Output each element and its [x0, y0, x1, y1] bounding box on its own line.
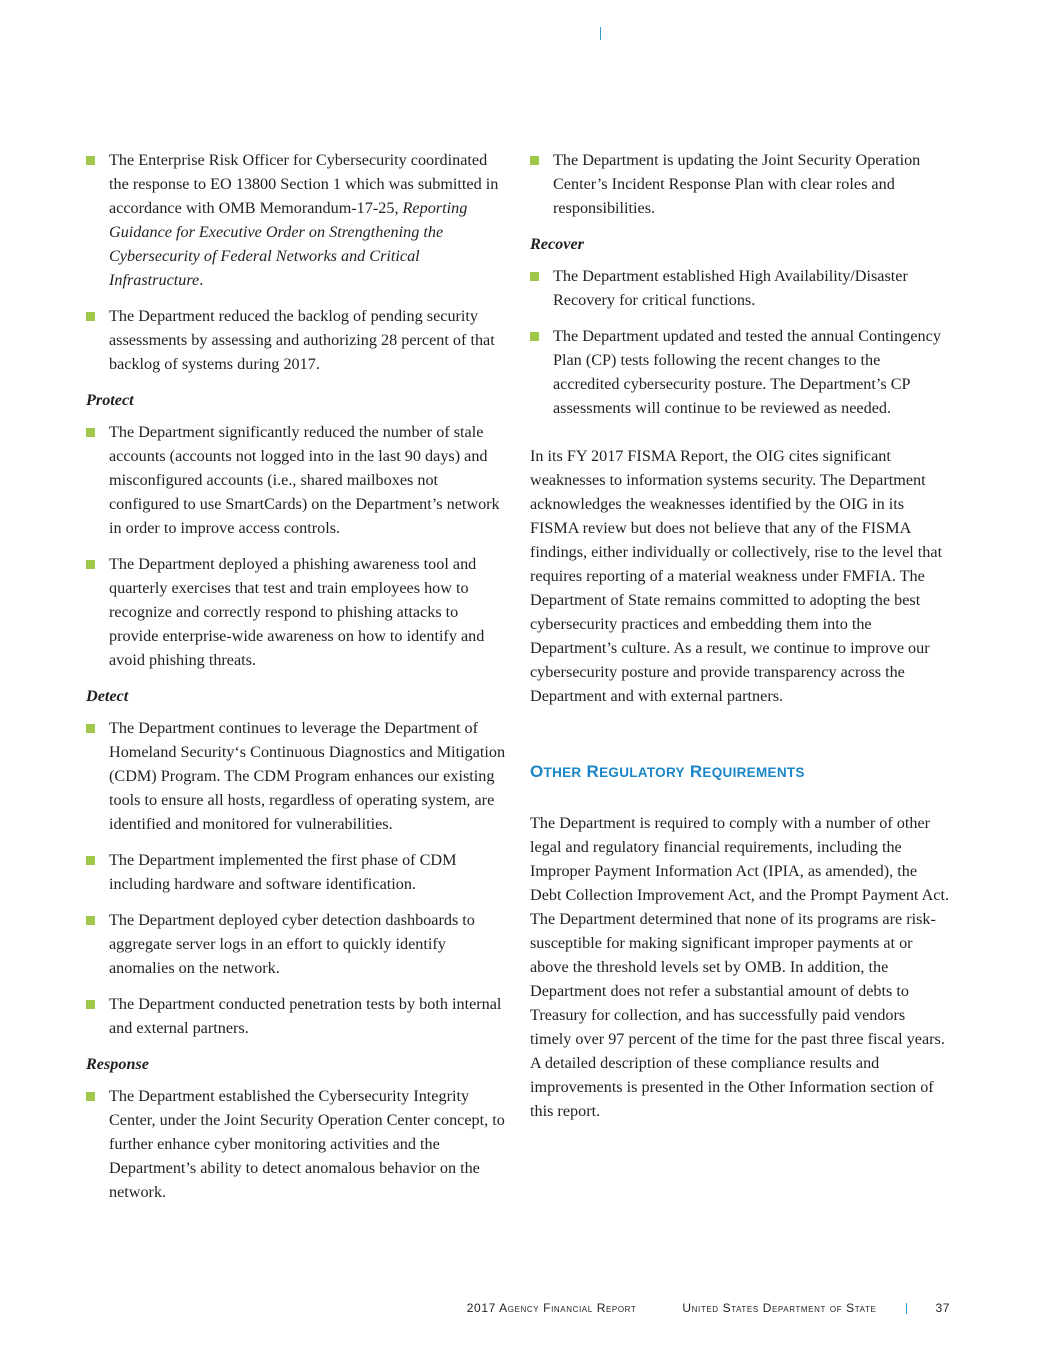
list-item: The Department established the Cybersecurity Integrity Center, under the Joint Security Operation Center concept, to further enhance cyber monitoring activities and the Department’s ability to detect anomalous behavior on the network. — [86, 1084, 508, 1204]
intro-bullet-list — [86, 148, 508, 376]
footer-department: United States Department of State — [682, 1301, 877, 1315]
bullet-square-icon — [530, 156, 539, 165]
bullet-square-icon — [86, 312, 95, 321]
right-column — [530, 148, 950, 1123]
bullet-square-icon — [86, 560, 95, 569]
footer-divider — [906, 1303, 907, 1314]
bullet-square-icon — [86, 428, 95, 437]
list-item: The Department established High Availability/Disaster Recovery for critical functions. — [530, 264, 950, 312]
bullet-square-icon — [86, 724, 95, 733]
bullet-square-icon — [530, 272, 539, 281]
detect-heading: Detect — [86, 687, 129, 705]
list-item: The Department deployed cyber detection dashboards to aggregate server logs in an effort to quickly identify anomalies on the network. — [86, 908, 508, 980]
response-continued-bullet-list — [530, 148, 950, 220]
list-item: The Department continues to leverage the Department of Homeland Security‘s Continuous Diagnostics and Mitigation (CDM) Program. The CDM Program enhances our existing tools to ensure all hosts, regardless of operating system, are identified and monitored for vulnerabilities. — [86, 716, 508, 836]
section-heading-other-regulatory-requirements: OTHER REGULATORY REQUIREMENTS — [530, 762, 805, 781]
bullet-square-icon — [530, 332, 539, 341]
list-item: The Department implemented the first phase of CDM including hardware and software identification. — [86, 848, 508, 896]
list-item: The Department conducted penetration tests by both internal and external partners. — [86, 992, 508, 1040]
protect-heading: Protect — [86, 391, 134, 409]
recover-bullet-list — [530, 264, 950, 420]
list-item: The Department deployed a phishing awareness tool and quarterly exercises that test and train employees how to recognize and correctly respond to phishing attacks to provide enterprise-wide awareness on how to identify and avoid phishing threats. — [86, 552, 508, 672]
left-column — [86, 148, 508, 1216]
list-item: The Department is updating the Joint Security Operation Center’s Incident Response Plan with clear roles and responsibilities. — [530, 148, 950, 220]
page-footer — [467, 1301, 950, 1315]
footer-report-title: 2017 Agency Financial Report — [466, 1301, 637, 1315]
list-item: The Enterprise Risk Officer for Cybersecurity coordinated the response to EO 13800 Section 1 which was submitted in accordance with OMB Memorandum-17-25, Reporting Guidance for Executive Order on Strengthening the Cybersecurity of Federal Networks and Critical Infrastructure. — [86, 148, 508, 292]
list-item: The Department updated and tested the annual Contingency Plan (CP) tests following the recent changes to the accredited cybersecurity posture. The Department’s CP assessments will continue to be reviewed as needed. — [530, 324, 950, 420]
bullet-square-icon — [86, 1000, 95, 1009]
protect-bullet-list — [86, 420, 508, 672]
list-item: The Department reduced the backlog of pending security assessments by assessing and authorizing 28 percent of that backlog of systems during 2017. — [86, 304, 508, 376]
header-divider-mark — [600, 27, 601, 40]
list-item: The Department significantly reduced the number of stale accounts (accounts not logged into in the last 90 days) and misconfigured accounts (i.e., shared mailboxes not configured to use SmartCards) on the Department’s network in order to improve access controls. — [86, 420, 508, 540]
fisma-paragraph: In its FY 2017 FISMA Report, the OIG cites significant weaknesses to information systems security. The Department acknowledges the weaknesses identified by the OIG in its FISMA review but does not believe that any of the FISMA findings, either individually or collectively, rise to the level that requires reporting of a material weakness under FMFIA. The Department of State remains committed to adopting the best cybersecurity practices and embedding them into the Department’s culture. As a result, we continue to improve our cybersecurity posture and provide transparency across the Department and with external partners. — [530, 447, 943, 705]
bullet-square-icon — [86, 856, 95, 865]
bullet-square-icon — [86, 156, 95, 165]
recover-heading: Recover — [530, 235, 584, 253]
response-bullet-list — [86, 1084, 508, 1204]
regulatory-paragraph: The Department is required to comply with a number of other legal and regulatory financial requirements, including the Improper Payment Information Act (IPIA, as amended), the Debt Collection Improvement Act, and the Prompt Payment Act. The Department determined that none of its programs are risk-susceptible for making significant improper payments at or above the threshold levels set by OMB. In addition, the Department does not refer a substantial amount of debts to Treasury for collection, and has successfully paid vendors timely over 97 percent of the time for the past three fiscal years. A detailed description of these compliance results and improvements is presented in the Other Information section of this report. — [530, 814, 950, 1120]
page-number: 37 — [935, 1301, 950, 1315]
detect-bullet-list — [86, 716, 508, 1040]
bullet-square-icon — [86, 916, 95, 925]
bullet-square-icon — [86, 1092, 95, 1101]
response-heading: Response — [86, 1055, 149, 1073]
